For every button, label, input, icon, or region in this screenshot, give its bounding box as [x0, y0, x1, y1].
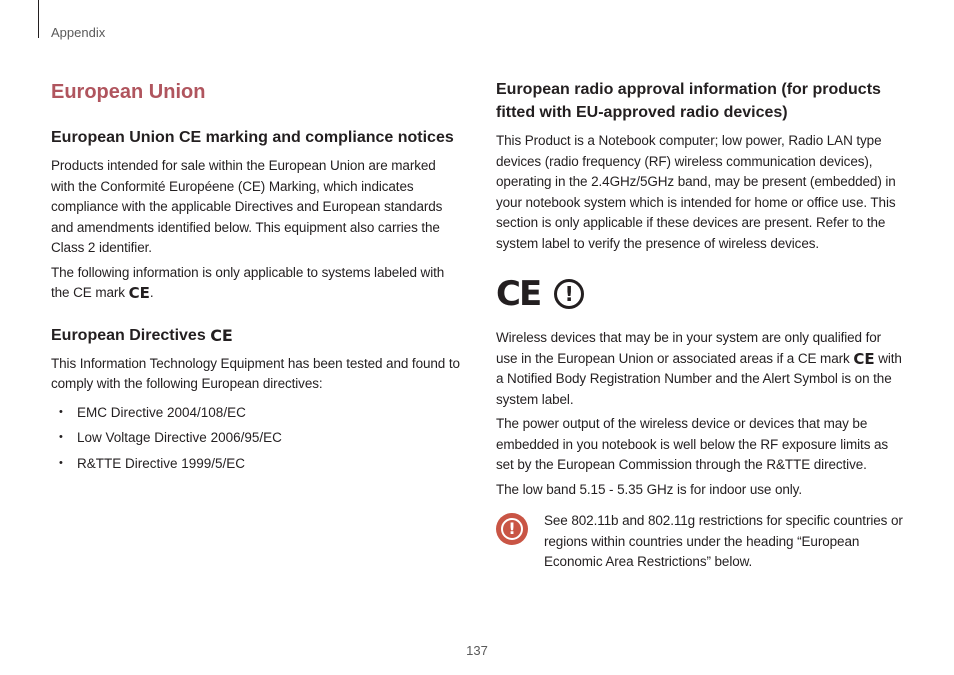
caution-note [496, 511, 906, 573]
alert-symbol-icon: ! [554, 279, 584, 309]
section-title: European Union [51, 81, 206, 103]
wireless-devices-suffix: with a Notified Body Registration Number and the Alert Symbol is on the system label. [496, 350, 902, 407]
directive-text: Low Voltage Directive 2006/95/EC [77, 430, 282, 446]
ce-mark-icon: CE [210, 325, 233, 345]
directive-text: R&TTE Directive 1999/5/EC [77, 455, 246, 471]
page-number: 137 [466, 643, 488, 658]
ce-applicability-text: The following information is only applicable to systems labeled with the CE mark [51, 264, 445, 300]
bullet: • [59, 405, 63, 418]
margin-rule [38, 0, 39, 38]
power-output-paragraph: The power output of the wireless device or devices that may be embedded in you notebook is well below the RF exposure limits as set by the European Commission through the R&TTE directive. [496, 416, 889, 473]
ce-applicability-paragraph [51, 263, 461, 304]
ce-mark-icon: CE [853, 349, 875, 368]
right-column [496, 78, 906, 573]
caution-icon: ! [496, 513, 528, 545]
directives-paragraph: This Information Technology Equipment has been tested and found to comply with the following European directives: [51, 355, 460, 392]
directives-heading-text: European Directives [51, 326, 206, 344]
list-item [51, 403, 461, 424]
ce-marking-heading: European Union CE marking and compliance notices [51, 129, 454, 146]
bullet: • [59, 456, 63, 469]
ce-applicability-suffix: . [149, 285, 154, 300]
wireless-devices-paragraph [496, 328, 906, 410]
left-column [51, 78, 461, 479]
ce-mark-icon: CE [496, 274, 541, 314]
list-item [51, 428, 461, 449]
ce-marking-paragraph: Products intended for sale within the European Union are marked with the Conformité Européene (CE) Marking, which indicates compliance with the applicable Directives and European standards and amendments identified below. This equipment also carries the Class 2 identifier. [51, 158, 443, 255]
wireless-devices-text: Wireless devices that may be in your system are only qualified for use in the European Union or associated areas if a CE mark [496, 330, 882, 366]
running-head: Appendix [51, 25, 106, 40]
ce-alert-marking [496, 274, 906, 314]
ce-mark-icon: CE [128, 284, 150, 303]
caution-text: See 802.11b and 802.11g restrictions for specific countries or regions within countries under the heading “European Economic Area Restrictions” below. [544, 513, 903, 570]
directives-list [51, 403, 461, 475]
directive-text: EMC Directive 2004/108/EC [77, 404, 246, 420]
radio-approval-paragraph: This Product is a Notebook computer; low power, Radio LAN type devices (radio frequency (RF) wireless communication devices), operating in the 2.4GHz/5GHz band, may be present (embedded) in your notebook system which is intended for home or office use. This section is only applicable if these devices are present. Refer to the system label to verify the presence of wireless devices. [496, 133, 896, 251]
list-item [51, 454, 461, 475]
radio-approval-heading: European radio approval information (for products fitted with EU-approved radio devices) [496, 81, 881, 121]
directives-heading [51, 324, 461, 347]
bullet: • [59, 431, 63, 444]
low-band-paragraph: The low band 5.15 - 5.35 GHz is for indoor use only. [496, 481, 802, 497]
